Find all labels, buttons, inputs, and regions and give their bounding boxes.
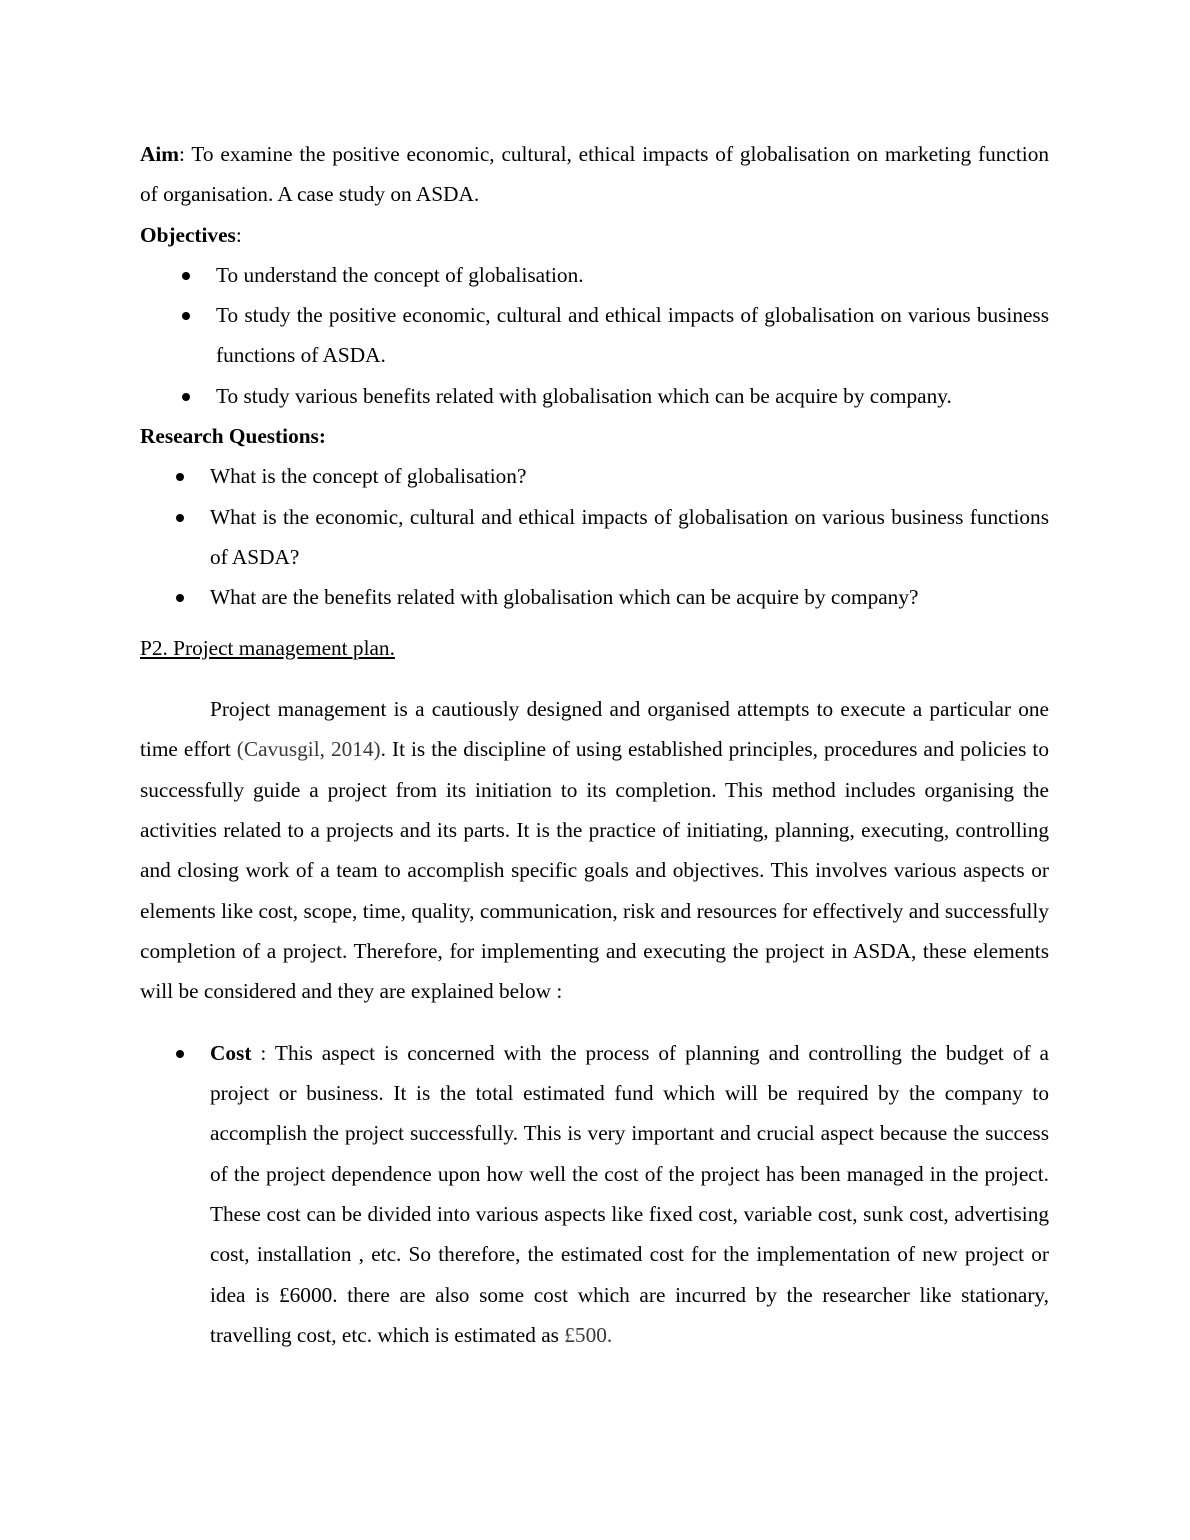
bullet-icon — [176, 1050, 184, 1058]
research-questions-label: Research Questions: — [140, 424, 326, 449]
cost-text: : This aspect is concerned with the process of planning and controlling the budget of a project or business. It is the total estimated fund which will be required by the company to accomplish the project successfully. This is very important and crucial aspect because the success of the project dependence upon how well the cost of the project has been managed in the project. These cost can be divided into various aspects like fixed cost, variable cost, sunk cost, advertising cost, installation , etc. So therefore, the estimated cost for the implementation of new project or idea is £6000. there are also some cost which are incurred by the researcher like stationary, travelling cost, etc. which is estimated as — [210, 1040, 1049, 1347]
body-paragraph — [140, 689, 1049, 1011]
paragraph-text: . It is the discipline of using established principles, procedures and policies to successfully guide a project from its initiation to its completion. This method includes organising the activities related to a projects and its parts. It is the practice of initiating, planning, executing, controlling and closing work of a team to accomplish specific goals and objectives. This involves various aspects or elements like cost, scope, time, quality, communication, risk and resources for effectively and successfully completion of a project. Therefore, for implementing and executing the project in ASDA, these elements will be considered and they are explained below : — [140, 737, 1049, 1004]
objective-text: To study various benefits related with globalisation which can be acquire by company. — [216, 383, 952, 408]
objective-text: To understand the concept of globalisation. — [216, 262, 584, 287]
objectives-list — [140, 255, 1049, 416]
citation: (Cavusgil, 2014) — [236, 737, 381, 762]
objectives-colon: : — [235, 222, 242, 247]
list-item — [140, 255, 1049, 295]
elements-list — [140, 1033, 1049, 1355]
cost-label: Cost — [210, 1040, 252, 1065]
list-item — [140, 497, 1049, 578]
aim-paragraph — [140, 134, 1049, 215]
bullet-icon — [182, 272, 190, 280]
section-heading: P2. Project management plan. — [140, 635, 395, 660]
research-questions-list — [140, 456, 1049, 617]
objectives-label: Objectives — [140, 222, 236, 247]
list-item — [140, 577, 1049, 617]
question-text: What are the benefits related with globalisation which can be acquire by company? — [210, 585, 919, 610]
bullet-icon — [182, 393, 190, 401]
list-item — [140, 376, 1049, 416]
list-item — [140, 456, 1049, 496]
question-text: What is the economic, cultural and ethical impacts of globalisation on various business functions of ASDA? — [210, 504, 1049, 569]
aim-text: : To examine the positive economic, cultural, ethical impacts of globalisation on marketing function of organisation. A case study on ASDA. — [140, 142, 1049, 207]
bullet-icon — [176, 473, 184, 481]
objectives-heading — [140, 215, 1049, 255]
bullet-icon — [176, 594, 184, 602]
bullet-icon — [182, 312, 190, 320]
question-text: What is the concept of globalisation? — [210, 464, 527, 489]
list-item — [140, 1033, 1049, 1355]
list-item — [140, 295, 1049, 376]
objective-text: To study the positive economic, cultural and ethical impacts of globalisation on various business functions of ASDA. — [216, 303, 1049, 368]
research-questions-heading — [140, 416, 1049, 456]
cost-amount: £500. — [564, 1322, 613, 1347]
paragraph-text: Project management is a cautiously designed and organised attempts to execute a particular one time effort — [140, 697, 1049, 762]
bullet-icon — [176, 514, 184, 522]
aim-label: Aim — [140, 142, 180, 166]
document-page — [140, 134, 1049, 1355]
